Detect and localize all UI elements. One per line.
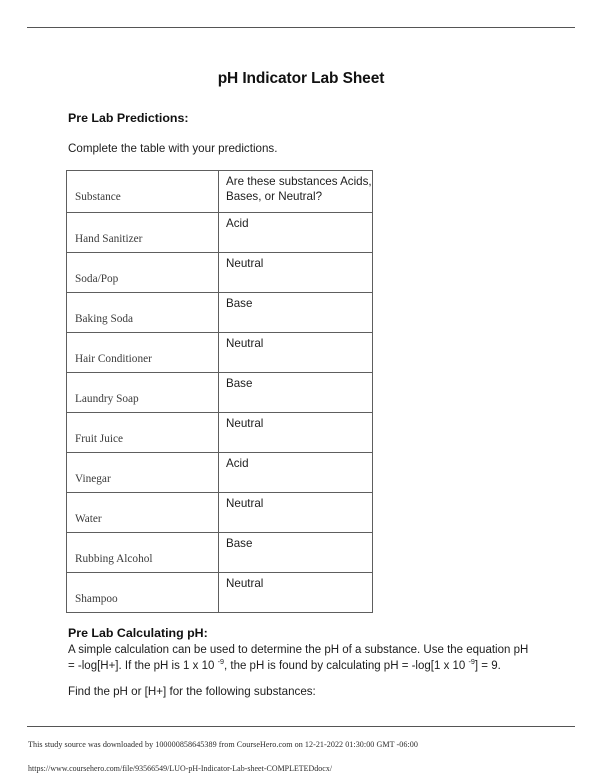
download-notice: This study source was downloaded by 100000858645389 from CourseHero.com on 12-21-2022 01:30:00 GMT -06:00 — [28, 740, 418, 749]
substance-label: Fruit Juice — [75, 433, 124, 445]
table-row — [67, 213, 373, 253]
substance-label: Vinegar — [75, 473, 111, 485]
table-cell-answer[interactable] — [219, 453, 373, 493]
calc-text-part-1: A simple calculation can be used to determine the pH of a substance. Use the equation pH = -log[H+]. If the pH is 1 x 10 — [68, 644, 529, 672]
predictions-table — [66, 170, 373, 613]
section-heading-pre-lab-calculating-ph: Pre Lab Calculating pH: — [68, 626, 208, 640]
exponent-first: -9 — [217, 656, 224, 666]
table-cell-answer[interactable] — [219, 533, 373, 573]
exponent-second: -9 — [468, 656, 475, 666]
table-header-cell-classification — [219, 171, 373, 213]
answer-value: Neutral — [226, 417, 264, 430]
predictions-table-body — [67, 171, 373, 613]
answer-value: Base — [226, 297, 253, 310]
table-row — [67, 373, 373, 413]
table-row — [67, 413, 373, 453]
section-heading-pre-lab-predictions: Pre Lab Predictions: — [68, 111, 189, 125]
table-cell-answer[interactable] — [219, 253, 373, 293]
substance-label: Baking Soda — [75, 313, 134, 325]
table-cell-substance — [67, 333, 219, 373]
answer-value: Base — [226, 537, 253, 550]
table-cell-substance — [67, 293, 219, 333]
answer-value: Neutral — [226, 577, 264, 590]
substance-label: Rubbing Alcohol — [75, 553, 153, 565]
calc-text-part-3: ] = 9. — [474, 659, 501, 672]
find-ph-instruction: Find the pH or [H+] for the following substances: — [68, 685, 316, 698]
table-cell-substance — [67, 533, 219, 573]
header-label-classification: Are these substances Acids, Bases, or Neutral? — [226, 175, 372, 203]
table-header-row — [67, 171, 373, 213]
table-cell-answer[interactable] — [219, 573, 373, 613]
table-row — [67, 333, 373, 373]
header-divider — [27, 27, 575, 28]
predictions-instruction: Complete the table with your predictions. — [68, 142, 278, 155]
answer-value: Neutral — [226, 337, 264, 350]
table-cell-substance — [67, 253, 219, 293]
substance-label: Shampoo — [75, 593, 118, 605]
table-row — [67, 533, 373, 573]
table-cell-substance — [67, 413, 219, 453]
footer-divider — [27, 726, 575, 727]
table-row — [67, 493, 373, 533]
table-header-cell-substance — [67, 171, 219, 213]
header-label-substance: Substance — [75, 191, 121, 203]
answer-value: Acid — [226, 457, 249, 470]
answer-value: Base — [226, 377, 253, 390]
table-cell-answer[interactable] — [219, 333, 373, 373]
calc-text-part-2: , the pH is found by calculating pH = -log[1 x 10 — [223, 659, 469, 672]
table-cell-substance — [67, 493, 219, 533]
substance-label: Laundry Soap — [75, 393, 139, 405]
source-url[interactable]: https://www.coursehero.com/file/93566549/LUO-pH-Indicator-Lab-sheet-COMPLETEDdocx/ — [28, 764, 333, 773]
table-row — [67, 293, 373, 333]
substance-label: Hair Conditioner — [75, 353, 152, 365]
calculating-paragraph — [68, 643, 530, 674]
answer-value: Neutral — [226, 257, 264, 270]
table-cell-answer[interactable] — [219, 213, 373, 253]
table-cell-answer[interactable] — [219, 373, 373, 413]
answer-value: Neutral — [226, 497, 264, 510]
table-row — [67, 253, 373, 293]
substance-label: Hand Sanitizer — [75, 233, 143, 245]
table-cell-answer[interactable] — [219, 293, 373, 333]
page-title: pH Indicator Lab Sheet — [217, 70, 385, 87]
table-row — [67, 573, 373, 613]
table-cell-substance — [67, 453, 219, 493]
answer-value: Acid — [226, 217, 249, 230]
table-cell-substance — [67, 573, 219, 613]
substance-label: Water — [75, 513, 102, 525]
table-row — [67, 453, 373, 493]
substance-label: Soda/Pop — [75, 273, 119, 285]
table-cell-substance — [67, 213, 219, 253]
table-cell-substance — [67, 373, 219, 413]
table-cell-answer[interactable] — [219, 493, 373, 533]
table-cell-answer[interactable] — [219, 413, 373, 453]
